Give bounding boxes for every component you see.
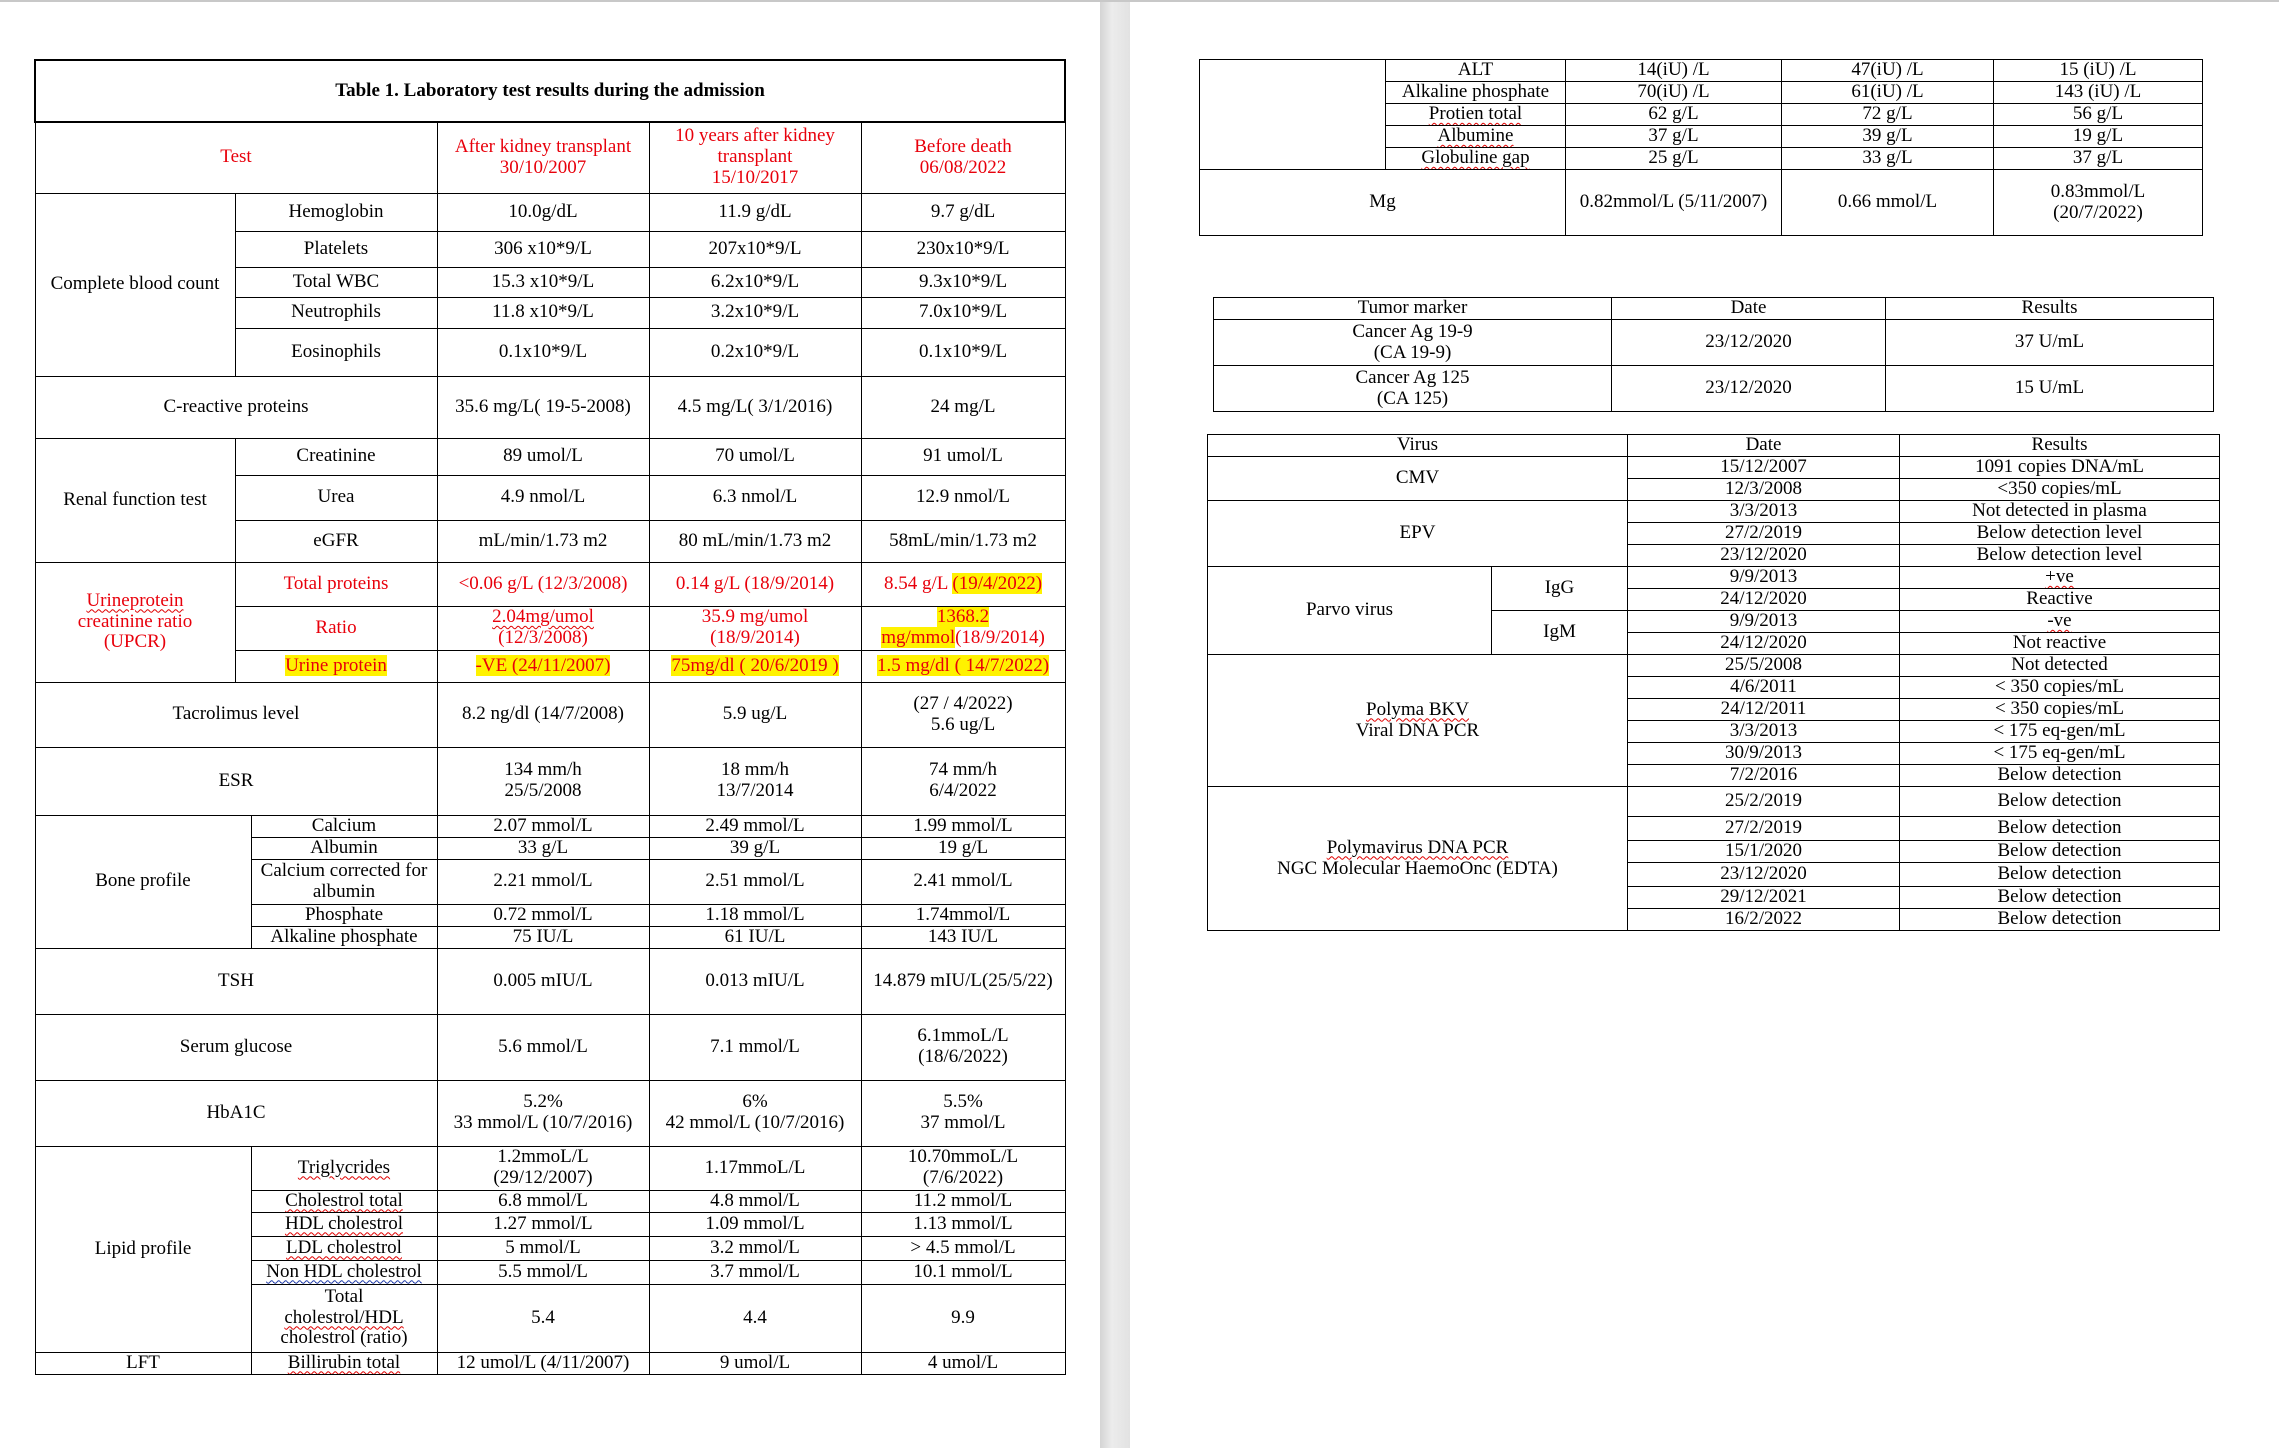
cell-result: -ve	[1900, 611, 2220, 633]
cell-value: 0.013 mIU/L	[649, 948, 861, 1014]
row-label: Billirubin total	[251, 1352, 437, 1374]
cell-result: Not reactive	[1900, 633, 2220, 655]
table-row	[1214, 298, 2214, 320]
cell-value: 75mg/dl ( 20/6/2019 )	[649, 650, 861, 682]
cell-value: 143 IU/L	[861, 926, 1065, 948]
table-row	[1200, 170, 2203, 236]
row-label: Urine protein	[235, 650, 437, 682]
cell-value: 0.83mmol/L (20/7/2022)	[1994, 170, 2203, 236]
cell-value: 2.21 mmol/L	[437, 859, 649, 904]
cell-value: 1.13 mmol/L	[861, 1212, 1065, 1236]
cell-value: 25 g/L	[1566, 148, 1782, 170]
cell-result: <350 copies/mL	[1900, 479, 2220, 501]
cell-value: 74 mm/h 6/4/2022	[861, 747, 1065, 815]
row-label: Phosphate	[251, 904, 437, 926]
row-label: Eosinophils	[235, 328, 437, 376]
lft-continuation-table	[1199, 59, 2203, 236]
cell-value: 6% 42 mmol/L (10/7/2016)	[649, 1080, 861, 1146]
cell-result: 37 U/mL	[1886, 320, 2214, 366]
cell-date: 23/12/2020	[1628, 863, 1900, 887]
cell-value: <0.06 g/L (12/3/2008)	[437, 562, 649, 606]
group-lipid-profile: Lipid profile	[35, 1146, 251, 1352]
cell-date: 27/2/2019	[1628, 523, 1900, 545]
cell-result: Below detection	[1900, 841, 2220, 863]
header-date: Date	[1612, 298, 1886, 320]
cell-value: 6.8 mmol/L	[437, 1190, 649, 1212]
group-lft: LFT	[35, 1352, 251, 1374]
cell-date: 9/9/2013	[1628, 567, 1900, 589]
cell-value: > 4.5 mmol/L	[861, 1236, 1065, 1260]
cell-value: 2.49 mmol/L	[649, 815, 861, 837]
virus-cmv: CMV	[1208, 457, 1628, 501]
cell-result: +ve	[1900, 567, 2220, 589]
cell-date: 24/12/2020	[1628, 633, 1900, 655]
cell-value: 3.2x10*9/L	[649, 297, 861, 328]
cell-result: Below detection	[1900, 765, 2220, 787]
cell-value: 3.2 mmol/L	[649, 1236, 861, 1260]
virus-parvo: Parvo virus	[1208, 567, 1492, 655]
cell-result: Reactive	[1900, 589, 2220, 611]
cell-date: 9/9/2013	[1628, 611, 1900, 633]
row-label: Total proteins	[235, 562, 437, 606]
table-row	[1200, 60, 2203, 82]
row-label: Globuline gap	[1386, 148, 1566, 170]
row-label: Ratio	[235, 606, 437, 650]
cell-result: Not detected in plasma	[1900, 501, 2220, 523]
row-label-crp: C-reactive proteins	[35, 376, 437, 438]
cell-value: 5.9 ug/L	[649, 682, 861, 747]
cell-value: (27 / 4/2022) 5.6 ug/L	[861, 682, 1065, 747]
row-label: eGFR	[235, 520, 437, 562]
cell-value: 18 mm/h 13/7/2014	[649, 747, 861, 815]
cell-value: 9.3x10*9/L	[861, 267, 1065, 297]
cell-value: 70(iU) /L	[1566, 82, 1782, 104]
row-label-hba1c: HbA1C	[35, 1080, 437, 1146]
cell-value: 56 g/L	[1994, 104, 2203, 126]
table-row	[35, 376, 1065, 438]
cell-value: 4.5 mg/L( 3/1/2016)	[649, 376, 861, 438]
cell-result: < 175 eq-gen/mL	[1900, 721, 2220, 743]
cell-value: 5.6 mmol/L	[437, 1014, 649, 1080]
row-label: Total WBC	[235, 267, 437, 297]
cell-value: 9 umol/L	[649, 1352, 861, 1374]
cell-value: 1.18 mmol/L	[649, 904, 861, 926]
cell-result: < 350 copies/mL	[1900, 699, 2220, 721]
cell-value: 0.2x10*9/L	[649, 328, 861, 376]
cell-value: 61(iU) /L	[1782, 82, 1994, 104]
row-label: Albumin	[251, 837, 437, 859]
table-row	[35, 682, 1065, 747]
cell-value: 91 umol/L	[861, 438, 1065, 475]
cell-value: 1368.2 mg/mmol(18/9/2014)	[861, 606, 1065, 650]
group-complete-blood-count: Complete blood count	[35, 193, 235, 376]
lft-group-cell	[1200, 60, 1386, 170]
parvo-igg-label: IgG	[1492, 567, 1628, 611]
cell-result: Not detected	[1900, 655, 2220, 677]
cell-date: 24/12/2020	[1628, 589, 1900, 611]
row-label: Neutrophils	[235, 297, 437, 328]
row-label-esr: ESR	[35, 747, 437, 815]
header-results: Results	[1900, 435, 2220, 457]
row-label: Alkaline phosphate	[251, 926, 437, 948]
tumor-name: Cancer Ag 125 (CA 125)	[1214, 366, 1612, 412]
cell-value: 7.1 mmol/L	[649, 1014, 861, 1080]
cell-date: 16/2/2022	[1628, 909, 1900, 931]
cell-value: 58mL/min/1.73 m2	[861, 520, 1065, 562]
cell-result: Below detection	[1900, 909, 2220, 931]
cell-value: 47(iU) /L	[1782, 60, 1994, 82]
cell-value: 2.51 mmol/L	[649, 859, 861, 904]
cell-date: 23/12/2020	[1612, 366, 1886, 412]
cell-value: 70 umol/L	[649, 438, 861, 475]
lab-results-table	[34, 59, 1066, 1375]
cell-value: 35.6 mg/L( 19-5-2008)	[437, 376, 649, 438]
cell-result: < 175 eq-gen/mL	[1900, 743, 2220, 765]
cell-date: 23/12/2020	[1628, 545, 1900, 567]
cell-value: 1.99 mmol/L	[861, 815, 1065, 837]
cell-value: 39 g/L	[649, 837, 861, 859]
cell-result: Below detection	[1900, 817, 2220, 841]
caption-row	[35, 60, 1065, 122]
cell-value: 0.82mmol/L (5/11/2007)	[1566, 170, 1782, 236]
row-label: Protien total	[1386, 104, 1566, 126]
cell-value: 9.9	[861, 1284, 1065, 1352]
cell-value: 5 mmol/L	[437, 1236, 649, 1260]
group-renal-function: Renal function test	[35, 438, 235, 562]
cell-date: 4/6/2011	[1628, 677, 1900, 699]
cell-value: 4.9 nmol/L	[437, 475, 649, 520]
cell-date: 15/1/2020	[1628, 841, 1900, 863]
row-label: Creatinine	[235, 438, 437, 475]
table-row	[35, 1352, 1065, 1374]
cell-result: Below detection level	[1900, 545, 2220, 567]
cell-value: 89 umol/L	[437, 438, 649, 475]
cell-date: 25/5/2008	[1628, 655, 1900, 677]
cell-date: 12/3/2008	[1628, 479, 1900, 501]
table-row	[1208, 435, 2220, 457]
cell-value: 15 (iU) /L	[1994, 60, 2203, 82]
cell-value: 230x10*9/L	[861, 231, 1065, 267]
cell-value: 207x10*9/L	[649, 231, 861, 267]
virus-epv: EPV	[1208, 501, 1628, 567]
cell-value: 1.27 mmol/L	[437, 1212, 649, 1236]
row-label-glucose: Serum glucose	[35, 1014, 437, 1080]
cell-value: 72 g/L	[1782, 104, 1994, 126]
cell-value: 143 (iU) /L	[1994, 82, 2203, 104]
cell-value: 11.8 x10*9/L	[437, 297, 649, 328]
header-10-years-after: 10 years after kidney transplant 15/10/2017	[649, 122, 861, 193]
table-row	[35, 193, 1065, 231]
row-label: Urea	[235, 475, 437, 520]
cell-date: 27/2/2019	[1628, 817, 1900, 841]
virus-polyoma: Polymavirus DNA PCR NGC Molecular HaemoOnc (EDTA)	[1208, 787, 1628, 931]
cell-result: Below detection level	[1900, 523, 2220, 545]
cell-value: 75 IU/L	[437, 926, 649, 948]
cell-value: -VE (24/11/2007)	[437, 650, 649, 682]
cell-value: 37 g/L	[1994, 148, 2203, 170]
table-row	[1208, 457, 2220, 479]
table-row	[1214, 320, 2214, 366]
cell-value: 1.09 mmol/L	[649, 1212, 861, 1236]
table-row	[35, 1080, 1065, 1146]
cell-date: 29/12/2021	[1628, 887, 1900, 909]
table-row	[1214, 366, 2214, 412]
cell-value: 306 x10*9/L	[437, 231, 649, 267]
cell-value: 0.1x10*9/L	[861, 328, 1065, 376]
cell-value: 80 mL/min/1.73 m2	[649, 520, 861, 562]
cell-value: 61 IU/L	[649, 926, 861, 948]
table-row	[1208, 787, 2220, 817]
cell-value: 0.72 mmol/L	[437, 904, 649, 926]
table-row	[1208, 655, 2220, 677]
cell-date: 30/9/2013	[1628, 743, 1900, 765]
row-label: Hemoglobin	[235, 193, 437, 231]
cell-value: 0.14 g/L (18/9/2014)	[649, 562, 861, 606]
cell-value: 12.9 nmol/L	[861, 475, 1065, 520]
cell-value: 12 umol/L (4/11/2007)	[437, 1352, 649, 1374]
cell-date: 3/3/2013	[1628, 501, 1900, 523]
table-row	[35, 815, 1065, 837]
row-label: Total cholestrol/HDL cholestrol (ratio)	[251, 1284, 437, 1352]
table-row	[35, 562, 1065, 606]
cell-date: 3/3/2013	[1628, 721, 1900, 743]
header-after-transplant: After kidney transplant 30/10/2007	[437, 122, 649, 193]
table-row	[1208, 567, 2220, 589]
cell-date: 25/2/2019	[1628, 787, 1900, 817]
cell-value: 14(iU) /L	[1566, 60, 1782, 82]
virus-bkv: Polyma BKV Viral DNA PCR	[1208, 655, 1628, 787]
cell-value: 10.70mmoL/L (7/6/2022)	[861, 1146, 1065, 1190]
cell-result: 1091 copies DNA/mL	[1900, 457, 2220, 479]
header-date: Date	[1628, 435, 1900, 457]
cell-value: 62 g/L	[1566, 104, 1782, 126]
header-row	[35, 122, 1065, 193]
cell-date: 23/12/2020	[1612, 320, 1886, 366]
cell-value: 7.0x10*9/L	[861, 297, 1065, 328]
row-label: Alkaline phosphate	[1386, 82, 1566, 104]
cell-value: 2.07 mmol/L	[437, 815, 649, 837]
row-label: HDL cholestrol	[251, 1212, 437, 1236]
row-label-mg: Mg	[1200, 170, 1566, 236]
cell-result: Below detection	[1900, 787, 2220, 817]
cell-value: 9.7 g/dL	[861, 193, 1065, 231]
cell-value: 6.1mmoL/L (18/6/2022)	[861, 1014, 1065, 1080]
cell-value: 10.0g/dL	[437, 193, 649, 231]
header-before-death: Before death 06/08/2022	[861, 122, 1065, 193]
cell-value: 19 g/L	[1994, 126, 2203, 148]
row-label: Platelets	[235, 231, 437, 267]
cell-value: 6.3 nmol/L	[649, 475, 861, 520]
table-row	[35, 1014, 1065, 1080]
cell-date: 7/2/2016	[1628, 765, 1900, 787]
cell-value: 33 g/L	[1782, 148, 1994, 170]
cell-value: 24 mg/L	[861, 376, 1065, 438]
cell-value: 1.17mmoL/L	[649, 1146, 861, 1190]
table-row	[35, 747, 1065, 815]
cell-result: < 350 copies/mL	[1900, 677, 2220, 699]
cell-value: 10.1 mmol/L	[861, 1260, 1065, 1284]
cell-value: 39 g/L	[1782, 126, 1994, 148]
cell-value: 5.4	[437, 1284, 649, 1352]
cell-date: 24/12/2011	[1628, 699, 1900, 721]
row-label: ALT	[1386, 60, 1566, 82]
row-label: Triglycrides	[251, 1146, 437, 1190]
group-upcr: Urineprotein creatinine ratio (UPCR)	[35, 562, 235, 682]
cell-value: 19 g/L	[861, 837, 1065, 859]
cell-value: 11.2 mmol/L	[861, 1190, 1065, 1212]
cell-value: 15.3 x10*9/L	[437, 267, 649, 297]
cell-result: Below detection	[1900, 887, 2220, 909]
cell-value: 0.005 mIU/L	[437, 948, 649, 1014]
cell-value: 5.5 mmol/L	[437, 1260, 649, 1284]
cell-result: Below detection	[1900, 863, 2220, 887]
cell-value: 1.5 mg/dl ( 14/7/2022)	[861, 650, 1065, 682]
cell-value: 5.2% 33 mmol/L (10/7/2016)	[437, 1080, 649, 1146]
cell-value: 37 g/L	[1566, 126, 1782, 148]
tumor-name: Cancer Ag 19-9 (CA 19-9)	[1214, 320, 1612, 366]
table-caption: Table 1. Laboratory test results during the admission	[35, 60, 1065, 122]
document-page-2	[1130, 2, 2279, 1448]
cell-value: 11.9 g/dL	[649, 193, 861, 231]
cell-value: 35.9 mg/umol (18/9/2014)	[649, 606, 861, 650]
document-page-1	[0, 2, 1100, 1448]
cell-value: 1.2mmoL/L (29/12/2007)	[437, 1146, 649, 1190]
virus-table	[1207, 434, 2220, 931]
row-label-tacrolimus: Tacrolimus level	[35, 682, 437, 747]
cell-value: 1.74mmol/L	[861, 904, 1065, 926]
cell-value: 8.2 ng/dl (14/7/2008)	[437, 682, 649, 747]
cell-value: 5.5% 37 mmol/L	[861, 1080, 1065, 1146]
cell-value: 6.2x10*9/L	[649, 267, 861, 297]
cell-value: 8.54 g/L (19/4/2022)	[861, 562, 1065, 606]
header-test: Test	[35, 122, 437, 193]
header-results: Results	[1886, 298, 2214, 320]
row-label: Albumine	[1386, 126, 1566, 148]
header-tumor-marker: Tumor marker	[1214, 298, 1612, 320]
cell-value: 14.879 mIU/L(25/5/22)	[861, 948, 1065, 1014]
group-bone-profile: Bone profile	[35, 815, 251, 948]
cell-value: 3.7 mmol/L	[649, 1260, 861, 1284]
row-label: Calcium corrected for albumin	[251, 859, 437, 904]
header-virus: Virus	[1208, 435, 1628, 457]
cell-value: 4.4	[649, 1284, 861, 1352]
row-label: Calcium	[251, 815, 437, 837]
cell-value: 0.66 mmol/L	[1782, 170, 1994, 236]
cell-value: 0.1x10*9/L	[437, 328, 649, 376]
parvo-igm-label: IgM	[1492, 611, 1628, 655]
tumor-marker-table	[1213, 297, 2214, 412]
cell-value: 4.8 mmol/L	[649, 1190, 861, 1212]
table-row	[35, 948, 1065, 1014]
cell-value: 2.04mg/umol (12/3/2008)	[437, 606, 649, 650]
page-gutter	[1100, 2, 1130, 1448]
cell-value: 2.41 mmol/L	[861, 859, 1065, 904]
table-row	[35, 1146, 1065, 1190]
row-label: Non HDL cholestrol	[251, 1260, 437, 1284]
cell-result: 15 U/mL	[1886, 366, 2214, 412]
row-label: LDL cholestrol	[251, 1236, 437, 1260]
table-row	[35, 438, 1065, 475]
table-row	[1208, 501, 2220, 523]
cell-value: mL/min/1.73 m2	[437, 520, 649, 562]
cell-value: 33 g/L	[437, 837, 649, 859]
cell-value: 134 mm/h 25/5/2008	[437, 747, 649, 815]
row-label: Cholestrol total	[251, 1190, 437, 1212]
cell-date: 15/12/2007	[1628, 457, 1900, 479]
row-label-tsh: TSH	[35, 948, 437, 1014]
cell-value: 4 umol/L	[861, 1352, 1065, 1374]
